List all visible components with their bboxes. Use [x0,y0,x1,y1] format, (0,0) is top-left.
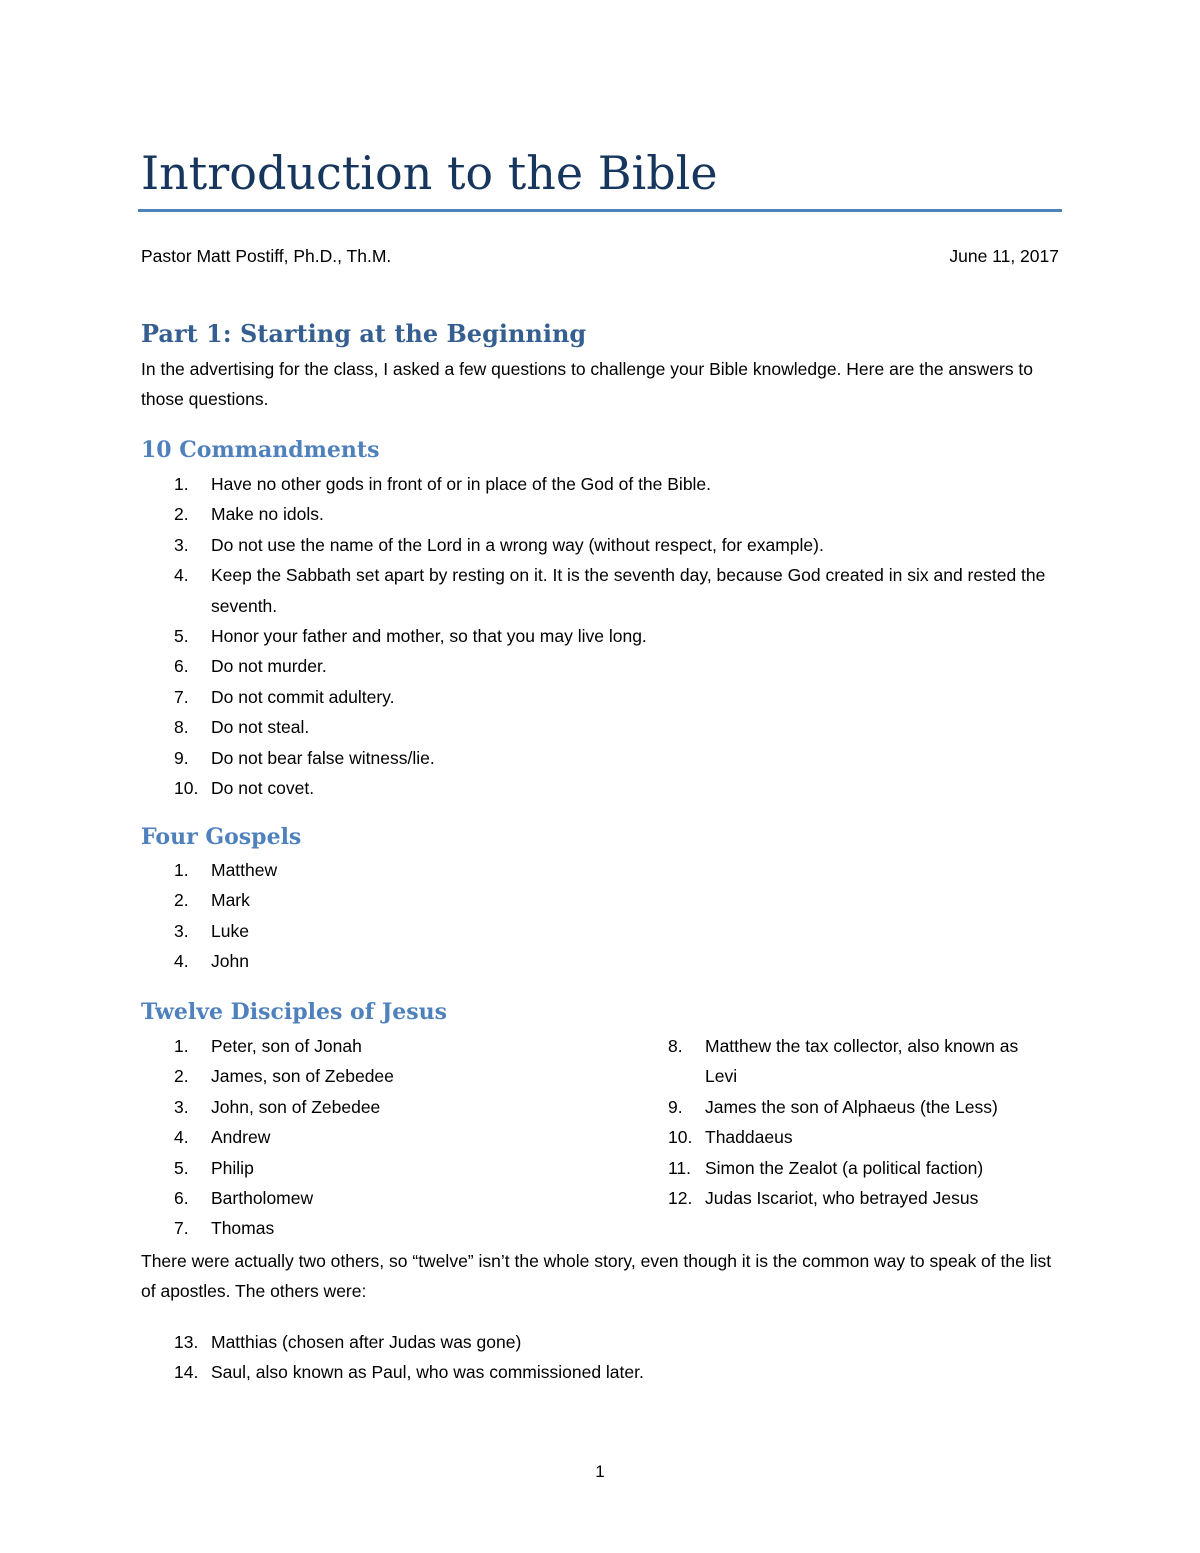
list-item-text: Honor your father and mother, so that you may live long. [211,626,647,647]
list-item-text: John, son of Zebedee [211,1096,381,1117]
commandments-list [141,469,1059,803]
title-underline [138,209,1062,212]
list-item [141,855,1059,885]
list-item-text: Matthew [211,860,278,880]
list-item-number: 4. [174,1127,189,1148]
list-item [141,469,1059,499]
list-item-text: Do not bear false witness/lie. [211,747,435,768]
list-item-number: 13. [174,1332,199,1352]
list-item-number: 2. [174,1066,189,1087]
list-item-text: Thaddaeus [705,1127,793,1148]
list-item-number: 9. [174,747,189,768]
list-item-text: Matthew the tax collector, also known as Levi [705,1036,1019,1087]
list-item-number: 14. [174,1362,199,1383]
list-item-number: 1. [174,860,189,880]
list-item-number: 11. [668,1157,692,1178]
list-item-text: James, son of Zebedee [211,1066,394,1087]
list-item-number: 1. [174,474,189,494]
list-item-number: 3. [174,1096,189,1117]
list-item [141,499,1059,529]
list-item-number: 8. [174,717,189,738]
gospels-list [141,855,1059,977]
list-item-number: 6. [174,1188,189,1209]
list-item-number: 2. [174,890,189,911]
list-item [141,682,1059,712]
page-number: 1 [595,1462,605,1481]
document-meta [141,243,1059,269]
gospels-heading: Four Gospels [141,824,302,850]
list-item [141,916,1059,946]
list-item-text: Do not commit adultery. [211,686,395,707]
list-item [141,560,1059,621]
list-item-text: Andrew [211,1127,271,1148]
list-item [635,1122,1055,1152]
other-apostles-list [141,1327,1059,1388]
list-item-number: 3. [174,534,189,555]
list-item-text: Philip [211,1157,254,1178]
list-item-text: Do not use the name of the Lord in a wrong way (without respect, for example). [211,534,824,555]
list-item [141,621,1059,651]
list-item-number: 7. [174,686,189,707]
list-item-text: Bartholomew [211,1188,314,1209]
list-item-text: Luke [211,920,249,941]
list-item [635,1153,1055,1183]
list-item-text: John [211,951,249,972]
list-item-text: Have no other gods in front of or in place of the God of the Bible. [211,474,712,494]
list-item [141,885,1059,915]
list-item-text: Do not murder. [211,656,327,677]
list-item-number: 5. [174,626,189,647]
list-item-number: 9. [668,1096,683,1117]
list-item-number: 4. [174,565,189,586]
list-item-number: 5. [174,1157,189,1178]
part1-intro: In the advertising for the class, I asked a few questions to challenge your Bible knowledge. Here are the answers to those questions. [141,359,1034,409]
list-item-number: 10. [174,778,199,799]
list-item-text: Make no idols. [211,504,324,525]
list-item [141,1327,1059,1357]
list-item-text: Simon the Zealot (a political faction) [705,1157,984,1178]
list-item [141,1153,621,1183]
disciples-list-column-2 [635,1031,1055,1213]
list-item-number: 6. [174,656,189,677]
list-item [141,651,1059,681]
list-item [141,743,1059,773]
list-item-number: 10. [668,1127,693,1148]
commandments-heading: 10 Commandments [141,437,380,463]
list-item-text: Judas Iscariot, who betrayed Jesus [705,1188,979,1209]
list-item-number: 3. [174,920,189,941]
list-item [141,1357,1059,1387]
document-date: June 11, 2017 [949,246,1059,266]
list-item [141,773,1059,803]
list-item [141,1122,621,1152]
list-item-text: Saul, also known as Paul, who was commissioned later. [211,1362,644,1383]
list-item-number: 1. [174,1036,189,1056]
list-item [141,530,1059,560]
document-title: Introduction to the Bible [141,146,718,200]
list-item [141,946,1059,976]
list-item [141,1213,621,1243]
list-item [141,1092,621,1122]
list-item-text: Peter, son of Jonah [211,1036,362,1056]
list-item-number: 7. [174,1218,189,1239]
list-item-text: Do not steal. [211,717,310,738]
list-item-text: Mark [211,890,250,911]
list-item-text: Do not covet. [211,778,315,799]
list-item-text: Keep the Sabbath set apart by resting on it. It is the seventh day, because God created in six and rested the seventh. [211,565,1046,616]
list-item-text: Thomas [211,1218,275,1239]
list-item-number: 8. [668,1036,683,1056]
list-item-text: James the son of Alphaeus (the Less) [705,1096,998,1117]
list-item [141,1183,621,1213]
list-item-number: 2. [174,504,189,525]
list-item [141,1031,621,1061]
disciples-heading: Twelve Disciples of Jesus [141,999,448,1025]
list-item-text: Matthias (chosen after Judas was gone) [211,1332,522,1352]
list-item [141,712,1059,742]
disciples-note: There were actually two others, so “twelve” isn’t the whole story, even though it is the common way to speak of the list of apostles. The others were: [141,1251,1052,1301]
list-item [635,1092,1055,1122]
list-item-number: 12. [668,1188,693,1209]
list-item-number: 4. [174,951,189,972]
part1-heading: Part 1: Starting at the Beginning [141,319,587,348]
author-line: Pastor Matt Postiff, Ph.D., Th.M. [141,246,392,266]
list-item [635,1183,1055,1213]
list-item [635,1031,1055,1092]
list-item [141,1061,621,1091]
disciples-list-column-1 [141,1031,621,1244]
